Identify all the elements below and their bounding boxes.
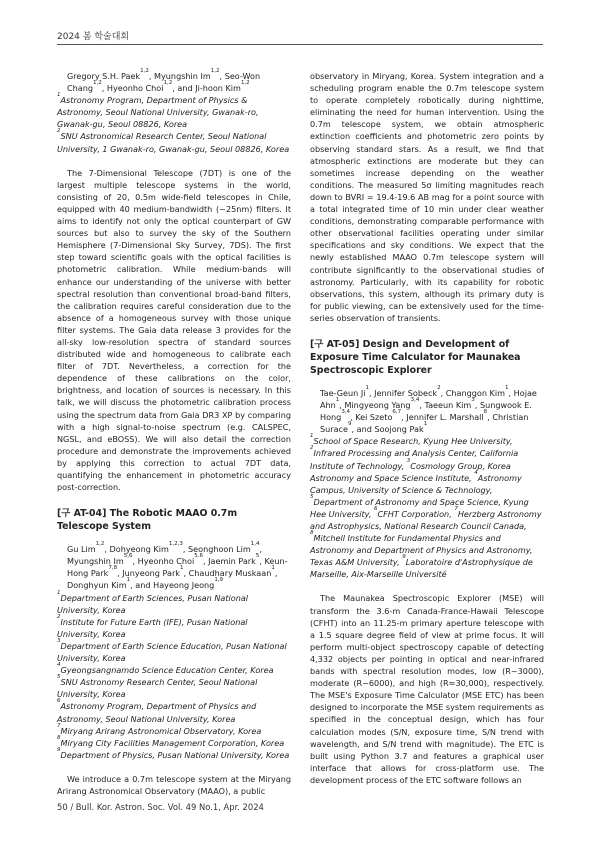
author-affiliation-mark: 3,4 [410, 397, 420, 404]
author-affiliation-mark: 1 [126, 577, 131, 584]
author-affiliation-mark: 1,4 [250, 541, 260, 548]
author-affiliation-mark: 1 [179, 565, 184, 572]
paper2-abstract-continued: observatory in Miryang, Korea. System integration and a scheduling program enable the 0.7m telescope system to operate completely robotically during nighttime, eliminating the need for human intervention. Using the 0.7m telescope system, we obtain atmospheric extinction coefficients and photometric zero points by observing standard stars. As a result, we find that atmospheric extinctions are moderate but they can sometimes increase depending on the weather conditions. The measured 5σ limiting magnitudes reach down to BVRI = 19.4-19.6 AB mag for a point source with a total integrated time of 10 min under clear weather conditions, demonstrating comparable performance with other observational facilities operating under similar specifications and sky conditions. We expect that the newly established MAAO 0.7m telescope system will contribute significantly to the observational studies of astronomy. Particularly, with its capability for robotic observations, this system, although its primary duty is for public viewing, can be extensively used for the time-series observation of transients. [310, 71, 544, 323]
author-name: Christian Surace [320, 412, 529, 435]
author-affiliation-mark: 1 [335, 397, 340, 404]
author-name: Hyeonho Choi [137, 556, 195, 567]
author-affiliation-mark: 9 [347, 421, 352, 428]
running-header: 2024 봄 학술대회 [57, 32, 130, 42]
author-name: Kei Szeto [355, 412, 393, 423]
author-affiliation-mark: 1,2,3 [168, 541, 183, 548]
author-name: Gu Lim [67, 544, 96, 555]
author-affiliation-mark: 1,2 [93, 80, 102, 87]
author-affiliation-mark: 1,2 [140, 68, 149, 74]
author-affiliation-mark: 5 [255, 553, 260, 560]
author-name: Keun-Hong Park [67, 556, 288, 579]
author-name: Jennifer Sobeck [374, 387, 438, 398]
author-name: Mingyeong Yang [344, 400, 411, 411]
header-rule [57, 44, 543, 45]
author-affiliation-mark: 1,9 [214, 577, 224, 584]
author-affiliation-mark: 3 [471, 397, 475, 404]
author-name: Junyeong Park [122, 568, 180, 579]
affiliation: $^8$Miryang City Facilities Management Corporation, Korea [57, 734, 285, 748]
affiliation: $^2$SNU Astronomical Research Center, Seoul National University, 1 Gwanak-ro, Gwanak-gu, Seoul 08826, Korea [57, 128, 290, 154]
paper2-title: [구 AT-04] The Robotic MAAO 0.7m Telescope System [57, 508, 238, 533]
affiliation: $^5$SNU Astronomy Research Center, Seoul National University, Korea [57, 674, 258, 700]
paper1-affiliations [57, 94, 291, 154]
paper2-affiliations [57, 589, 291, 761]
author-affiliation-mark: 6,7 [392, 409, 402, 416]
author-affiliation-mark: 1 [423, 421, 428, 428]
author-name: Tae-Geun Ji [320, 387, 366, 398]
author-name: Sungwook E. Hong [320, 400, 532, 423]
author-name: Changgon Kim [445, 387, 505, 398]
paper1-authors: Gregory S.H. Paek$^{1,2}$, Myungshin Im$^{1,2}$, Seo-Won Chang$^{1,2}$, Hyeonho Choi$^{1,2}$, and Ji-hoon Kim$^{1,2}$ [67, 68, 261, 94]
author-affiliation-mark: 1 [271, 565, 275, 572]
paper3-title: [구 AT-05] Design and Development of Exposure Time Calculator for Maunakea Spectroscopic Explorer [310, 338, 521, 376]
author-affiliation-mark: 1,2 [163, 80, 173, 87]
author-name: Gregory S.H. Paek [67, 71, 141, 81]
affiliation: $^4$Gyeongsangnamdo Science Education Center, Korea [57, 662, 274, 676]
author-name: Myungshin Im [67, 556, 124, 567]
author-name: Donghyun Kim [67, 580, 127, 591]
affiliation: $^6$Astronomy Program, Department of Physics and Astronomy, Seoul National University, Korea [57, 698, 257, 724]
author-name: Hojae Ahn [320, 387, 537, 411]
author-affiliation-mark: 8 [483, 409, 488, 416]
author-name: Hyeonho Choi [106, 83, 164, 94]
author-affiliation-mark: 5,6 [194, 553, 203, 560]
affiliation: $^1$Department of Earth Sciences, Pusan National University, Korea [57, 589, 249, 615]
paper2-abstract: We introduce a 0.7m telescope system at the Miryang Arirang Astronomical Observatory (MAAO), a public [57, 773, 291, 796]
affiliation: $^9$Department of Physics, Pusan National University, Korea [57, 746, 290, 760]
author-affiliation-mark: 1,2 [95, 541, 105, 548]
paper2-authors: Gu Lim$^{1,2}$, Dohyeong Kim$^{1,2,3}$, Seonghoon Lim$^{1,4}$, Myungshin Im$^{5,6}$, Hyeonho Choi$^{5,6}$, Jaemin Park$^5$, Keun-Hong Park$^{7,8}$, Junyeong Park$^1$, Chaudhary Muskaan$^1$, Donghyun Kim$^1$, and Hayeong Jeong$^{1,9}$ [67, 541, 288, 591]
author-name: Chaudhary Muskaan [188, 568, 272, 579]
affiliation: $^1$Astronomy Program, Department of Physics & Astronomy, Seoul National University, Gwanak-ro, Gwanak-gu, Seoul 08826, Korea [57, 92, 259, 130]
author-affiliation-mark: 1,2 [240, 80, 250, 87]
author-affiliation-mark: 3,4 [341, 409, 351, 416]
author-name: Hayeong Jeong [153, 580, 215, 591]
author-name: Myungshin Im [154, 71, 211, 81]
author-name: Ji-hoon Kim [195, 83, 241, 94]
paper1-abstract: The 7-Dimensional Telescope (7DT) is one of the largest multiple telescope systems in the world, consisting of 20, 0.5m wide-field telescopes in Chile, equipped with 40 medium-bandwidth (~25nm) filters. It aims to identify not only the optical counterpart of GW sources but also to survey the sky of the Southern Hemisphere (7-Dimensional Sky Survey, 7DS). The first step toward scientific goals with the optical facilities is photometric calibration. While medium-bands will enhance our understanding of the universe with better spectral resolution than conventional broad-band filters, the calibration requires careful consideration due to the absence of a homogeneous survey with those unique filter systems. The Gaia data release 3 provides for the all-sky low-resolution spectra of standard sources distributed wide and homogeneous to calibrate each filter of 7DT. Nevertheless, a correction for the dependence of these calibrations on the color, brightness, and location of sources is necessary. In this talk, we will discuss the photometric calibration process using the spectrum data from Gaia DR3 XP by comparing with a high signal-to-noise spectrum (e.g. CALSPEC, NGSL, and eBOSS). We will also detail the correction procedure and demonstrate the improvements achieved by applying this correction to actual 7DT data, quantifying the enhancement in photometric accuracy post-correction. [57, 167, 291, 493]
author-name: Jaemin Park [208, 556, 256, 567]
author-affiliation-mark: 1,2 [210, 68, 220, 74]
paper3-authors: Tae-Geun Ji$^1$, Jennifer Sobeck$^2$, Changgon Kim$^1$, Hojae Ahn$^1$, Mingyeong Yang$^{3,4}$, Taeeun Kim$^3$, Sungwook E. Hong$^{3,4}$, Kei Szeto$^{6,7}$, Jennifer L. Marshall$^8$, Christian Surace$^9$, and Soojong Pak$^1$ [320, 384, 537, 435]
paper3-affiliations: $^1$School of Space Research, Kyung Hee University, $^2$Infrared Processing and Analysis Center, California Institute of Technology, $^3$Cosmology Group, Korea Astronomy and Space Science Institute, $^4$Astronomy Campus, University of Science & Technology, $^5$Department of Astronomy and Space Science, Kyung Hee University, $^6$CFHT Corporation, $^7$Herzberg Astronomy and Astrophysics, National Research Council Canada, $^8$Mitchell Institute for Fundamental Physics and Astronomy and Department of Physics and Astronomy, Texas A&M University, $^9$Laboratoire d'Astrophysique de Marseille, Aix-Marseille Université [310, 433, 542, 580]
author-name: Seo-Won Chang [67, 71, 261, 94]
author-name: Soojong Pak [374, 424, 424, 435]
author-affiliation-mark: 2 [437, 384, 441, 391]
affiliation: $^2$Institute for Future Earth (IFE), Pusan National University, Korea [57, 613, 248, 639]
affiliation: $^7$Miryang Arirang Astronomical Observatory, Korea [57, 722, 262, 736]
author-name: Dohyeong Kim [109, 544, 169, 555]
author-affiliation-mark: 1 [365, 384, 369, 391]
paper3-abstract: The Maunakea Spectroscopic Explorer (MSE) will transform the 3.6-m Canada-France-Hawaii Telescope (CFHT) into an 11.25-m primary aperture telescope with a 1.5 square degree field of view at prime focus. It will perform multi-object spectroscopy capable of detecting 4,332 objects per pointing in optical and near-infrared bands with spectral resolution modes, low (R~3000), moderate (R~6000), and high (R≈30,000), respectively. The MSE's Exposure Time Calculator (MSE ETC) has been designed to incorporate the MSE system requirements as specified in the conceptual design, which has four calculation modes (S/N, exposure time, S/N trend with wavelength, and S/N trend with magnitude). The ETC is built using Python 3.7 and features a graphical user interface that allows for cross-platform use. The development process of the ETC software follows an [310, 593, 544, 785]
author-affiliation-mark: 1 [505, 384, 509, 391]
right-column [310, 70, 544, 786]
affiliation: $^3$Department of Earth Science Education, Pusan National University, Korea [57, 637, 287, 664]
left-column [57, 70, 291, 797]
author-name: Jennifer L. Marshall [406, 412, 484, 423]
author-affiliation-mark: 5,6 [123, 553, 133, 560]
author-name: Taeeun Kim [424, 400, 472, 411]
page-footer: 50 / Bull. Kor. Astron. Soc. Vol. 49 No.1, Apr. 2024 [57, 802, 264, 812]
author-affiliation-mark: 7,8 [108, 565, 118, 572]
author-name: Seonghoon Lim [188, 544, 251, 555]
